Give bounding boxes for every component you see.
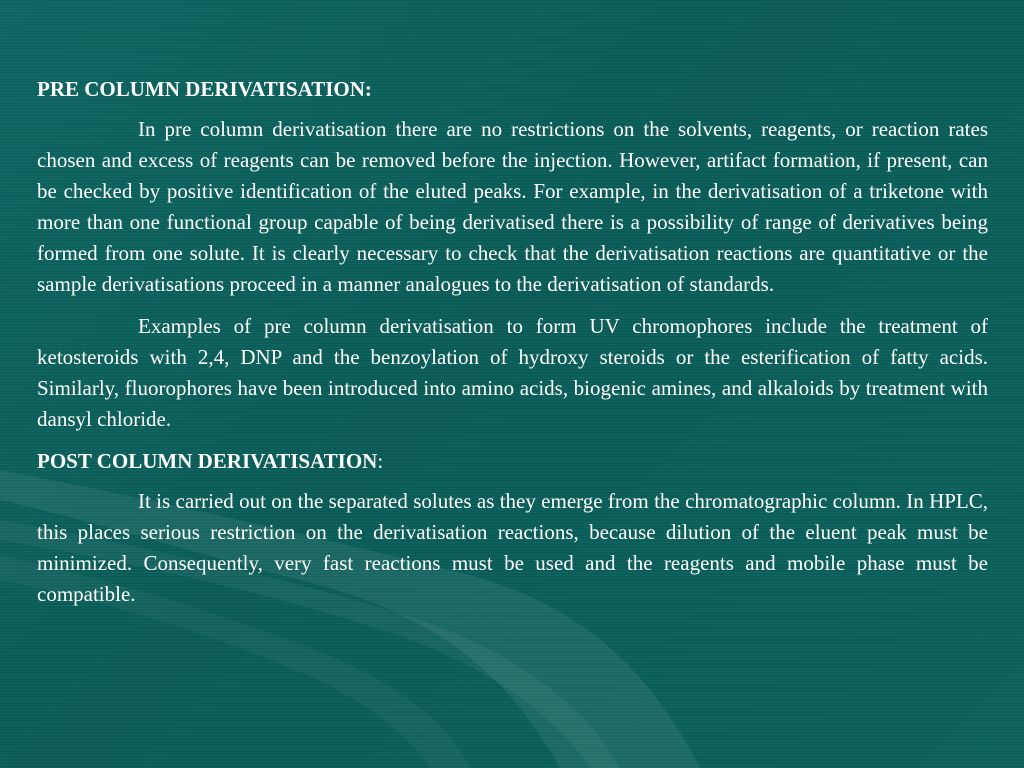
- post-column-heading: [37, 446, 988, 477]
- pre-column-paragraph-2: Examples of pre column derivatisation to form UV chromophores include the treatment of ketosteroids with 2,4, DNP and the benzoylation of hydroxy steroids or the esterification of fatty acids. Similarly, fluorophores have been introduced into amino acids, biogenic amines, and alkaloids by treatment with dansyl chloride.: [37, 314, 988, 431]
- pre-column-heading-text: PRE COLUMN DERIVATISATION:: [37, 77, 372, 101]
- slide-content: [37, 74, 988, 621]
- pre-column-heading: [37, 74, 988, 105]
- post-column-heading-colon: :: [377, 449, 384, 473]
- post-column-paragraph-1: It is carried out on the separated solutes as they emerge from the chromatographic column. In HPLC, this places serious restriction on the derivatisation reactions, because dilution of the eluent peak must be minimized. Consequently, very fast reactions must be used and the reagents and mobile phase must be compatible.: [37, 489, 988, 606]
- post-column-heading-text: POST COLUMN DERIVATISATION: [37, 449, 378, 473]
- pre-column-paragraph-1: In pre column derivatisation there are no restrictions on the solvents, reagents, or reaction rates chosen and excess of reagents can be removed before the injection. However, artifact formation, if present, can be checked by positive identification of the eluted peaks. For example, in the derivatisation of a triketone with more than one functional group capable of being derivatised there is a possibility of range of derivatives being formed from one solute. It is clearly necessary to check that the derivatisation reactions are quantitative or the sample derivatisations proceed in a manner analogues to the derivatisation of standards.: [37, 117, 988, 296]
